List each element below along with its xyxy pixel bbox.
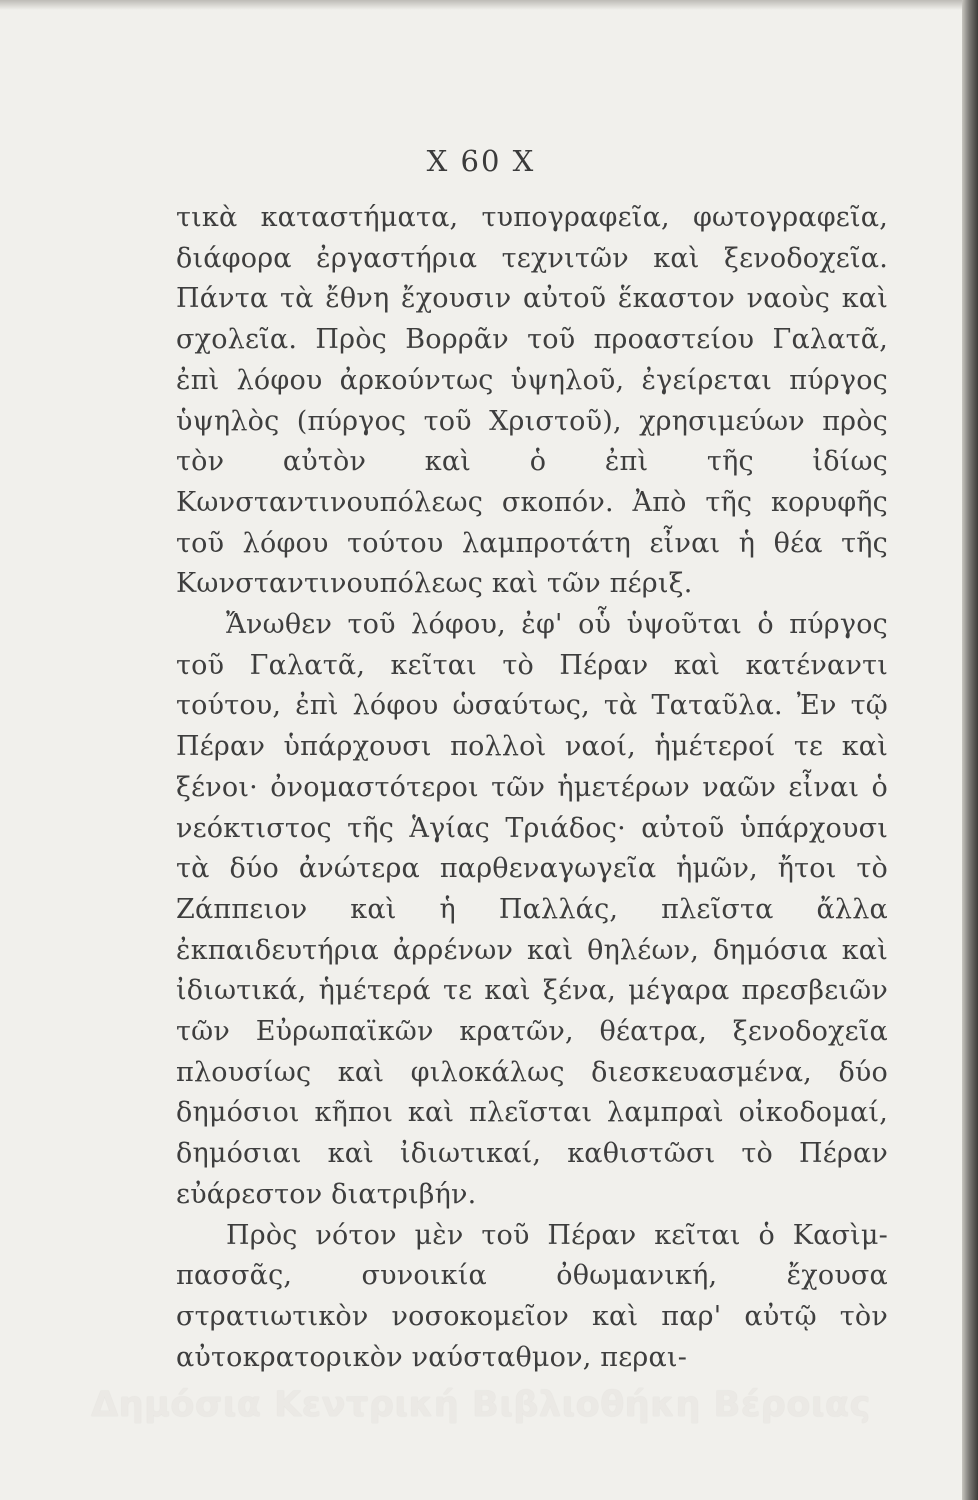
paragraph: τικὰ καταστήματα, τυπογραφεῖα, φωτογραφεῖα, διάφορα ἐργαστήρια τεχνιτῶν καὶ ξενοδοχεῖα. Πάντα τὰ ἔθνη ἔχουσιν αὐτοῦ ἕκαστον ναοὺς καὶ σχολεῖα. Πρὸς Βορρᾶν τοῦ προαστείου Γαλατᾶ, ἐπὶ λόφου ἀρκούντως ὑψηλοῦ, ἐγείρεται πύργος ὑψηλὸς (πύργος τοῦ Χριστοῦ), χρησιμεύων πρὸς τὸν αὐτὸν καὶ ὁ ἐπὶ τῆς ἰδίως Κωνσταντινουπόλεως σκοπόν. Ἀπὸ τῆς κορυφῆς τοῦ λόφου τούτου λαμπροτάτη εἶναι ἡ θέα τῆς Κωνσταντινουπόλεως καὶ τῶν πέριξ.: [176, 202, 888, 600]
paragraph: Πρὸς νότον μὲν τοῦ Πέραν κεῖται ὁ Κασὶμ-πασσᾶς, συνοικία ὀθωμανική, ἔχουσα στρατιωτικὸν νοσοκομεῖον καὶ παρ' αὐτῷ τὸν αὐτοκρατορικὸν ναύσταθμον, περαι-: [176, 1219, 888, 1373]
body-text: [176, 198, 888, 1378]
library-watermark: Δημόσια Κεντρική Βιβλιοθήκη Βέροιας: [91, 1385, 871, 1425]
paragraph: Ἄνωθεν τοῦ λόφου, ἐφ' οὗ ὑψοῦται ὁ πύργος τοῦ Γαλατᾶ, κεῖται τὸ Πέραν καὶ κατέναντι τούτου, ἐπὶ λόφου ὡσαύτως, τὰ Ταταῦλα. Ἐν τῷ Πέραν ὑπάρχουσι πολλοὶ ναοί, ἡμέτεροί τε καὶ ξένοι· ὀνομαστότεροι τῶν ἡμετέρων ναῶν εἶναι ὁ νεόκτιστος τῆς Ἁγίας Τριάδος· αὐτοῦ ὑπάρχουσι τὰ δύο ἀνώτερα παρθεναγωγεῖα ἡμῶν, ἤτοι τὸ Ζάππειον καὶ ἡ Παλλάς, πλεῖστα ἄλλα ἐκπαιδευτήρια ἀρρένων καὶ θηλέων, δημόσια καὶ ἰδιωτικά, ἡμέτερά τε καὶ ξένα, μέγαρα πρεσβειῶν τῶν Εὐρωπαϊκῶν κρατῶν, θέατρα, ξενοδοχεῖα πλουσίως καὶ φιλοκάλως διεσκευασμένα, δύο δημόσιοι κῆποι καὶ πλεῖσται λαμπραὶ οἰκοδομαί, δημόσιαι καὶ ἰδιωτικαί, καθιστῶσι τὸ Πέραν εὐάρεστον διατριβήν.: [176, 609, 888, 1210]
page-top-edge: [0, 0, 962, 10]
page-number: Χ 60 Χ: [426, 144, 536, 178]
book-spine-shadow: [962, 0, 978, 1500]
